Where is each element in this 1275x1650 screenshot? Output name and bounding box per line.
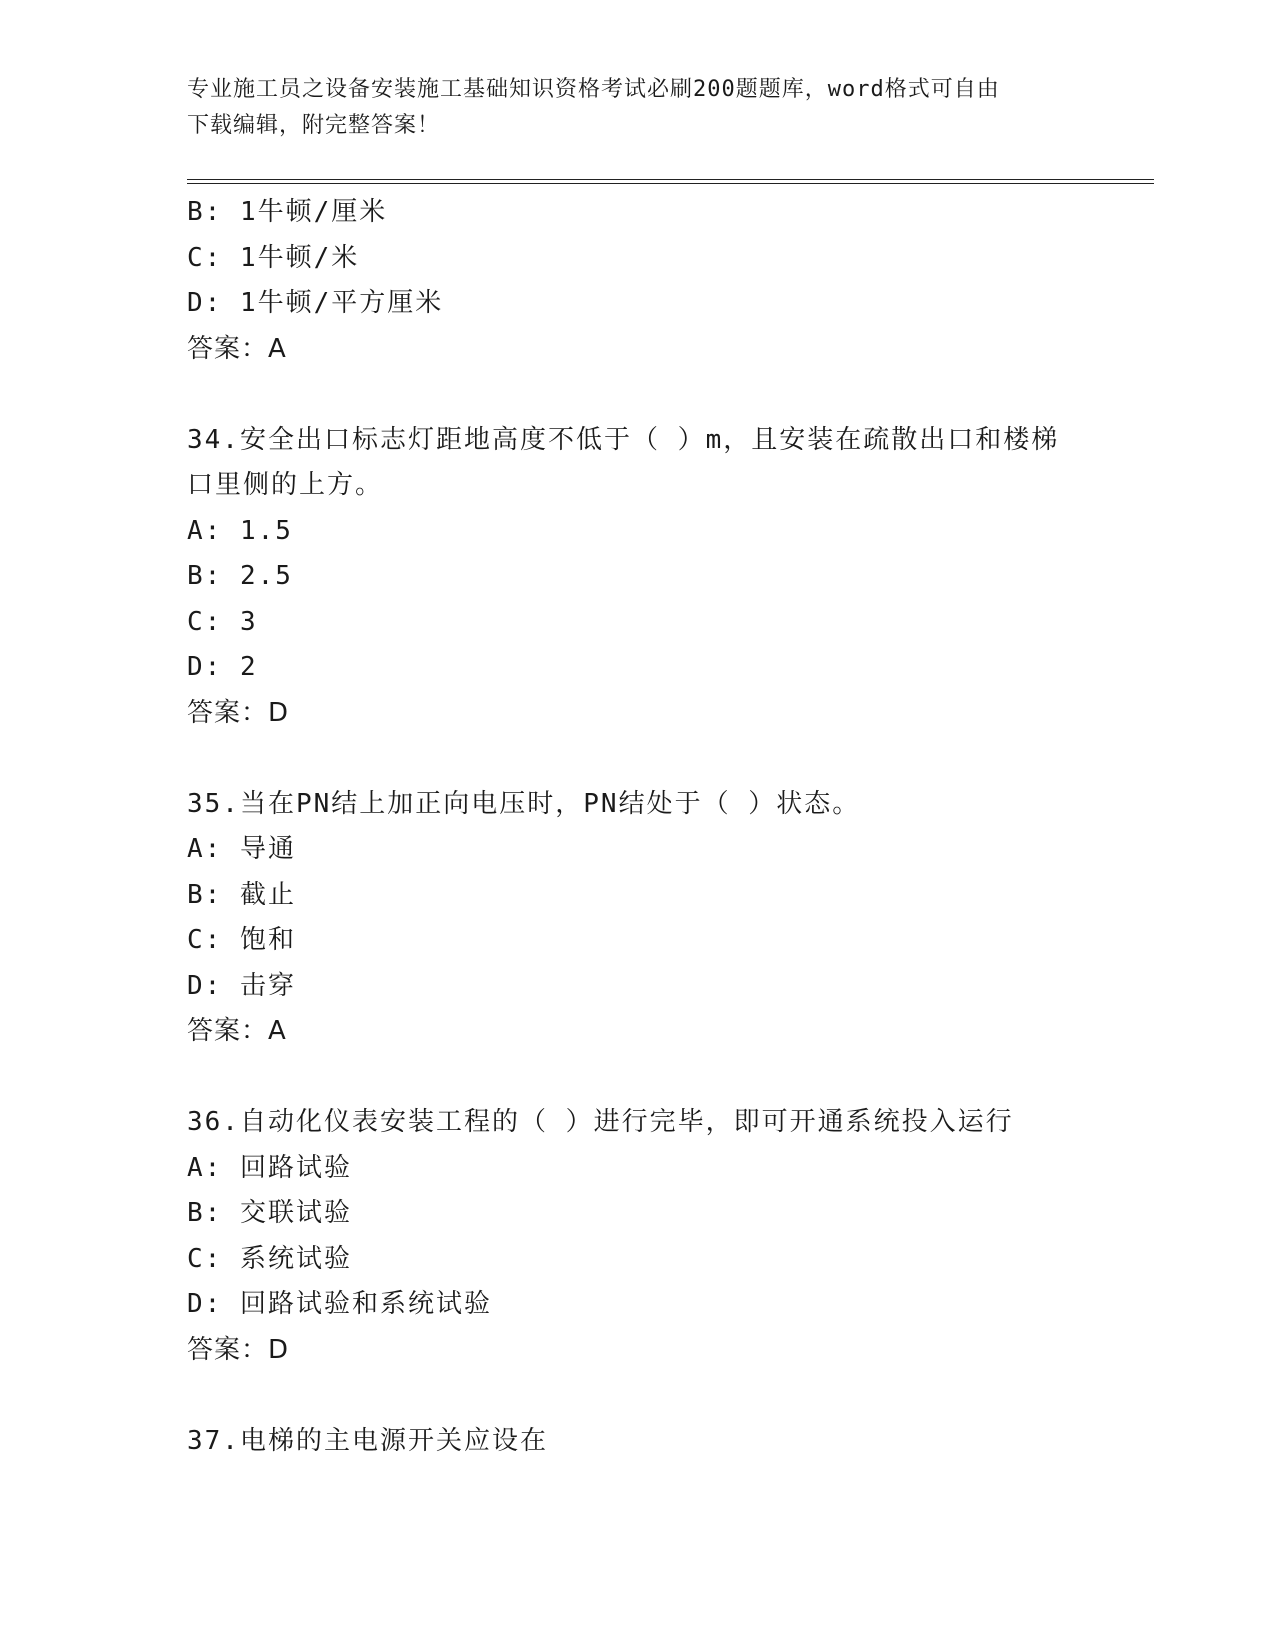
option-b: B: 交联试验	[187, 1198, 352, 1228]
option-a: A: 回路试验	[187, 1152, 352, 1183]
answer-line: 答案：A	[187, 333, 287, 364]
answer-line: 答案：D	[187, 1334, 290, 1365]
question-block-36	[187, 1100, 1087, 1373]
header-divider-bottom	[187, 183, 1154, 184]
option-d: D: 击穿	[187, 970, 296, 1001]
option-b: B: 截止	[187, 879, 296, 910]
document-header	[187, 72, 1087, 144]
question-text-line: 34.安全出口标志灯距地高度不低于（ ）m，且安装在疏散出口和楼梯	[187, 424, 1060, 455]
header-title-line-1: 专业施工员之设备安装施工基础知识资格考试必刷200题题库，word格式可自由	[187, 77, 1000, 102]
option-d: D: 1牛顿/平方厘米	[187, 288, 444, 318]
option-c: C: 系统试验	[187, 1243, 352, 1274]
question-block-33	[187, 190, 1087, 372]
option-a: A: 导通	[187, 834, 296, 864]
answer-line: 答案：D	[187, 697, 290, 728]
question-block-35	[187, 782, 1087, 1055]
question-text-line: 口里侧的上方。	[187, 470, 384, 500]
question-text-line: 35.当在PN结上加正向电压时，PN结处于（ ）状态。	[187, 788, 861, 819]
question-text-line: 36.自动化仪表安装工程的（ ）进行完毕，即可开通系统投入运行	[187, 1107, 1014, 1137]
option-d: D: 回路试验和系统试验	[187, 1289, 492, 1319]
option-d: D: 2	[187, 652, 258, 682]
option-b: B: 2.5	[187, 561, 293, 591]
option-c: C: 3	[187, 606, 258, 637]
question-spacer	[187, 736, 1087, 782]
option-a: A: 1.5	[187, 515, 293, 546]
question-text-line: 37.电梯的主电源开关应设在	[187, 1425, 548, 1456]
header-title-line-2: 下载编辑，附完整答案！	[187, 113, 441, 138]
option-c: C: 饱和	[187, 925, 296, 955]
question-spacer	[187, 1055, 1087, 1101]
question-block-34	[187, 418, 1087, 737]
question-spacer	[187, 372, 1087, 418]
question-list	[187, 190, 1087, 1464]
option-b: B: 1牛顿/厘米	[187, 197, 388, 227]
option-c: C: 1牛顿/米	[187, 242, 360, 273]
answer-line: 答案：A	[187, 1016, 287, 1046]
header-divider-top	[187, 179, 1154, 180]
question-spacer	[187, 1373, 1087, 1419]
question-block-37	[187, 1419, 1087, 1465]
